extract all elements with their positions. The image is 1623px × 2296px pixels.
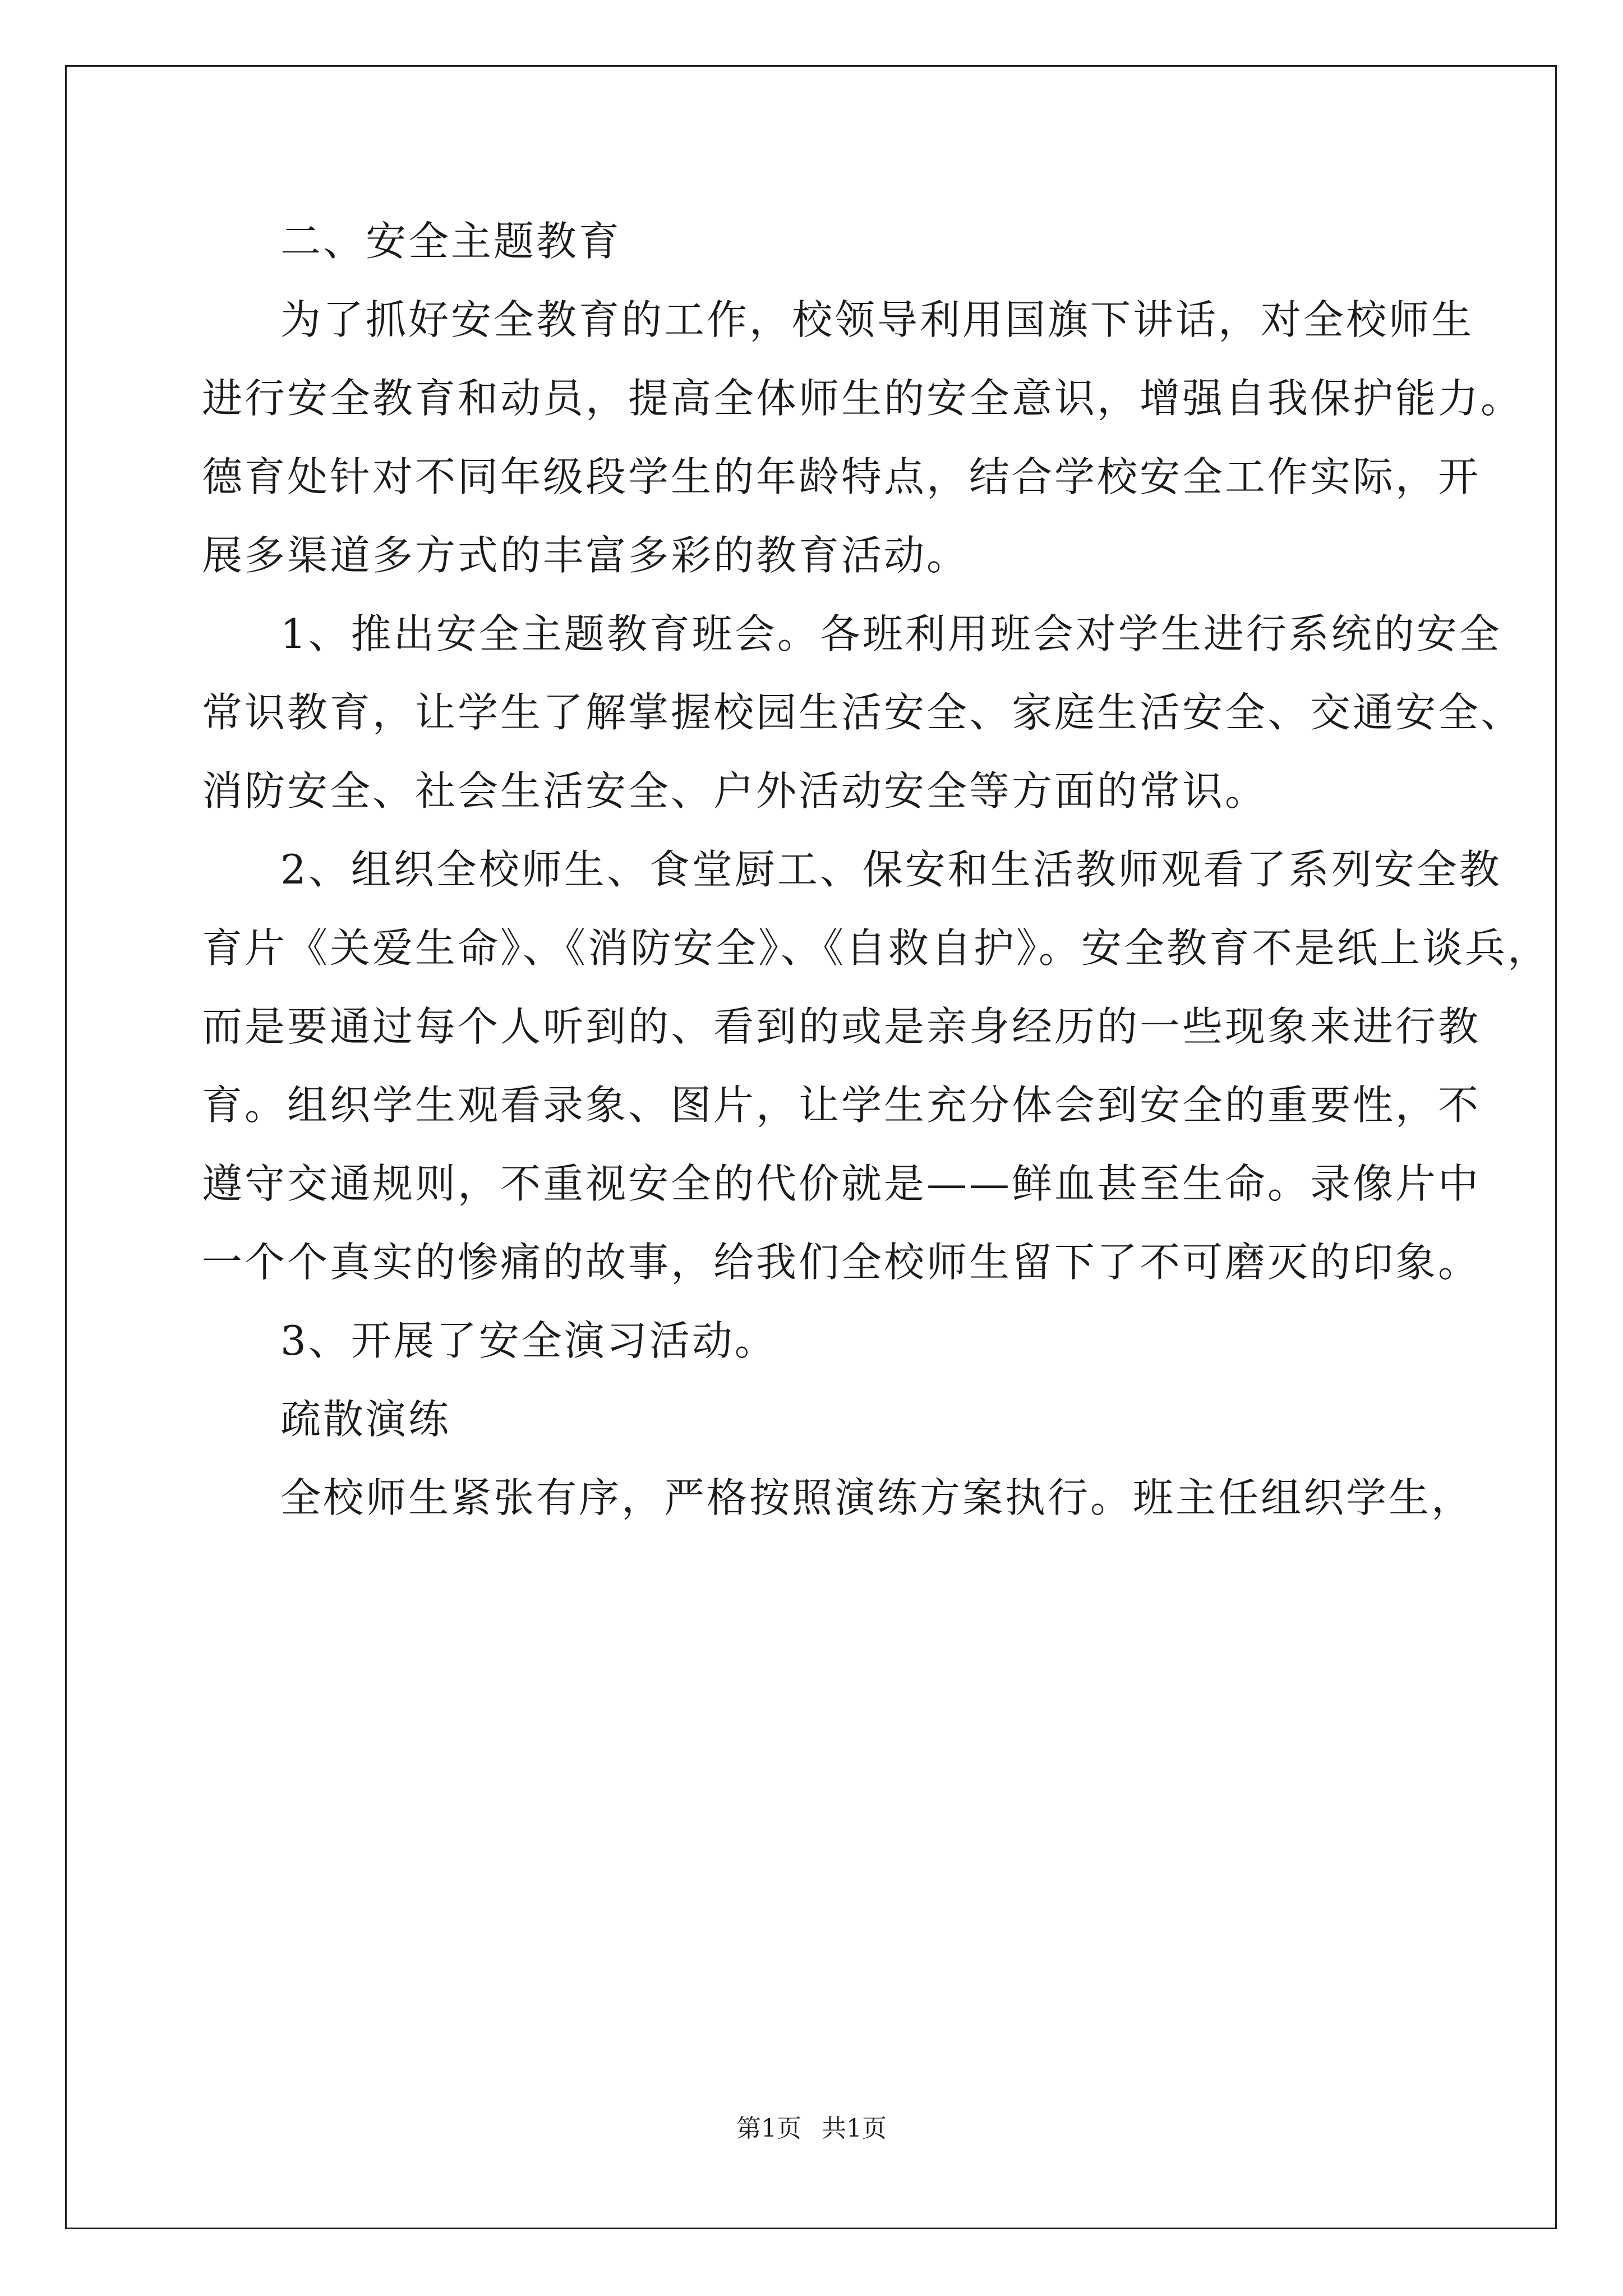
paragraph-line: 3、开展了安全演习活动。 xyxy=(280,1317,777,1364)
paragraph-line: 而是要通过每个人听到的、看到的或是亲身经历的一些现象来进行教 xyxy=(202,1003,1481,1050)
paragraph-line: 育片《关爱生命》、《消防安全》、《自救自护》。安全教育不是纸上谈兵， xyxy=(202,924,1551,972)
paragraph-line: 一个个真实的惨痛的故事，给我们全校师生留下了不可磨灭的印象。 xyxy=(202,1239,1481,1286)
paragraph-line: 进行安全教育和动员，提高全体师生的安全意识，增强自我保护能力。 xyxy=(202,375,1524,422)
paragraph-line: 育。组织学生观看录象、图片，让学生充分体会到安全的重要性，不 xyxy=(202,1082,1481,1129)
page-number: 第1页 xyxy=(736,2114,801,2143)
paragraph-line: 为了抓好安全教育的工作，校领导利用国旗下讲话，对全校师生 xyxy=(280,296,1474,343)
paragraph-line: 遵守交通规则，不重视安全的代价就是——鲜血甚至生命。录像片中 xyxy=(202,1160,1481,1207)
section-heading: 二、安全主题教育 xyxy=(280,218,622,265)
paragraph-line: 德育处针对不同年级段学生的年龄特点，结合学校安全工作实际，开 xyxy=(202,453,1481,500)
paragraph-intro xyxy=(202,280,1524,595)
paragraph-line: 1、推出安全主题教育班会。各班利用班会对学生进行系统的安全 xyxy=(280,610,1502,657)
page-total: 共1页 xyxy=(822,2114,887,2143)
paragraph-item-1 xyxy=(202,595,1524,830)
paragraph-line: 消防安全、社会生活安全、户外活动安全等方面的常识。 xyxy=(202,767,1268,815)
paragraph-item-3 xyxy=(202,1301,1458,1380)
page-footer xyxy=(0,2108,1623,2144)
document-body xyxy=(202,202,1551,1537)
paragraph-evacuation xyxy=(202,1458,1474,1537)
paragraph-line: 展多渠道多方式的丰富多彩的教育活动。 xyxy=(202,532,970,579)
paragraph-line: 全校师生紧张有序，严格按照演练方案执行。班主任组织学生， xyxy=(280,1474,1474,1521)
paragraph-line: 常识教育，让学生了解掌握校园生活安全、家庭生活安全、交通安全、 xyxy=(202,689,1524,736)
subheading-evacuation xyxy=(202,1380,1458,1458)
paragraph-line: 2、组织全校师生、食堂厨工、保安和生活教师观看了系列安全教 xyxy=(280,846,1502,893)
paragraph-item-2 xyxy=(202,830,1551,1301)
paragraph-line: 疏散演练 xyxy=(280,1396,451,1443)
